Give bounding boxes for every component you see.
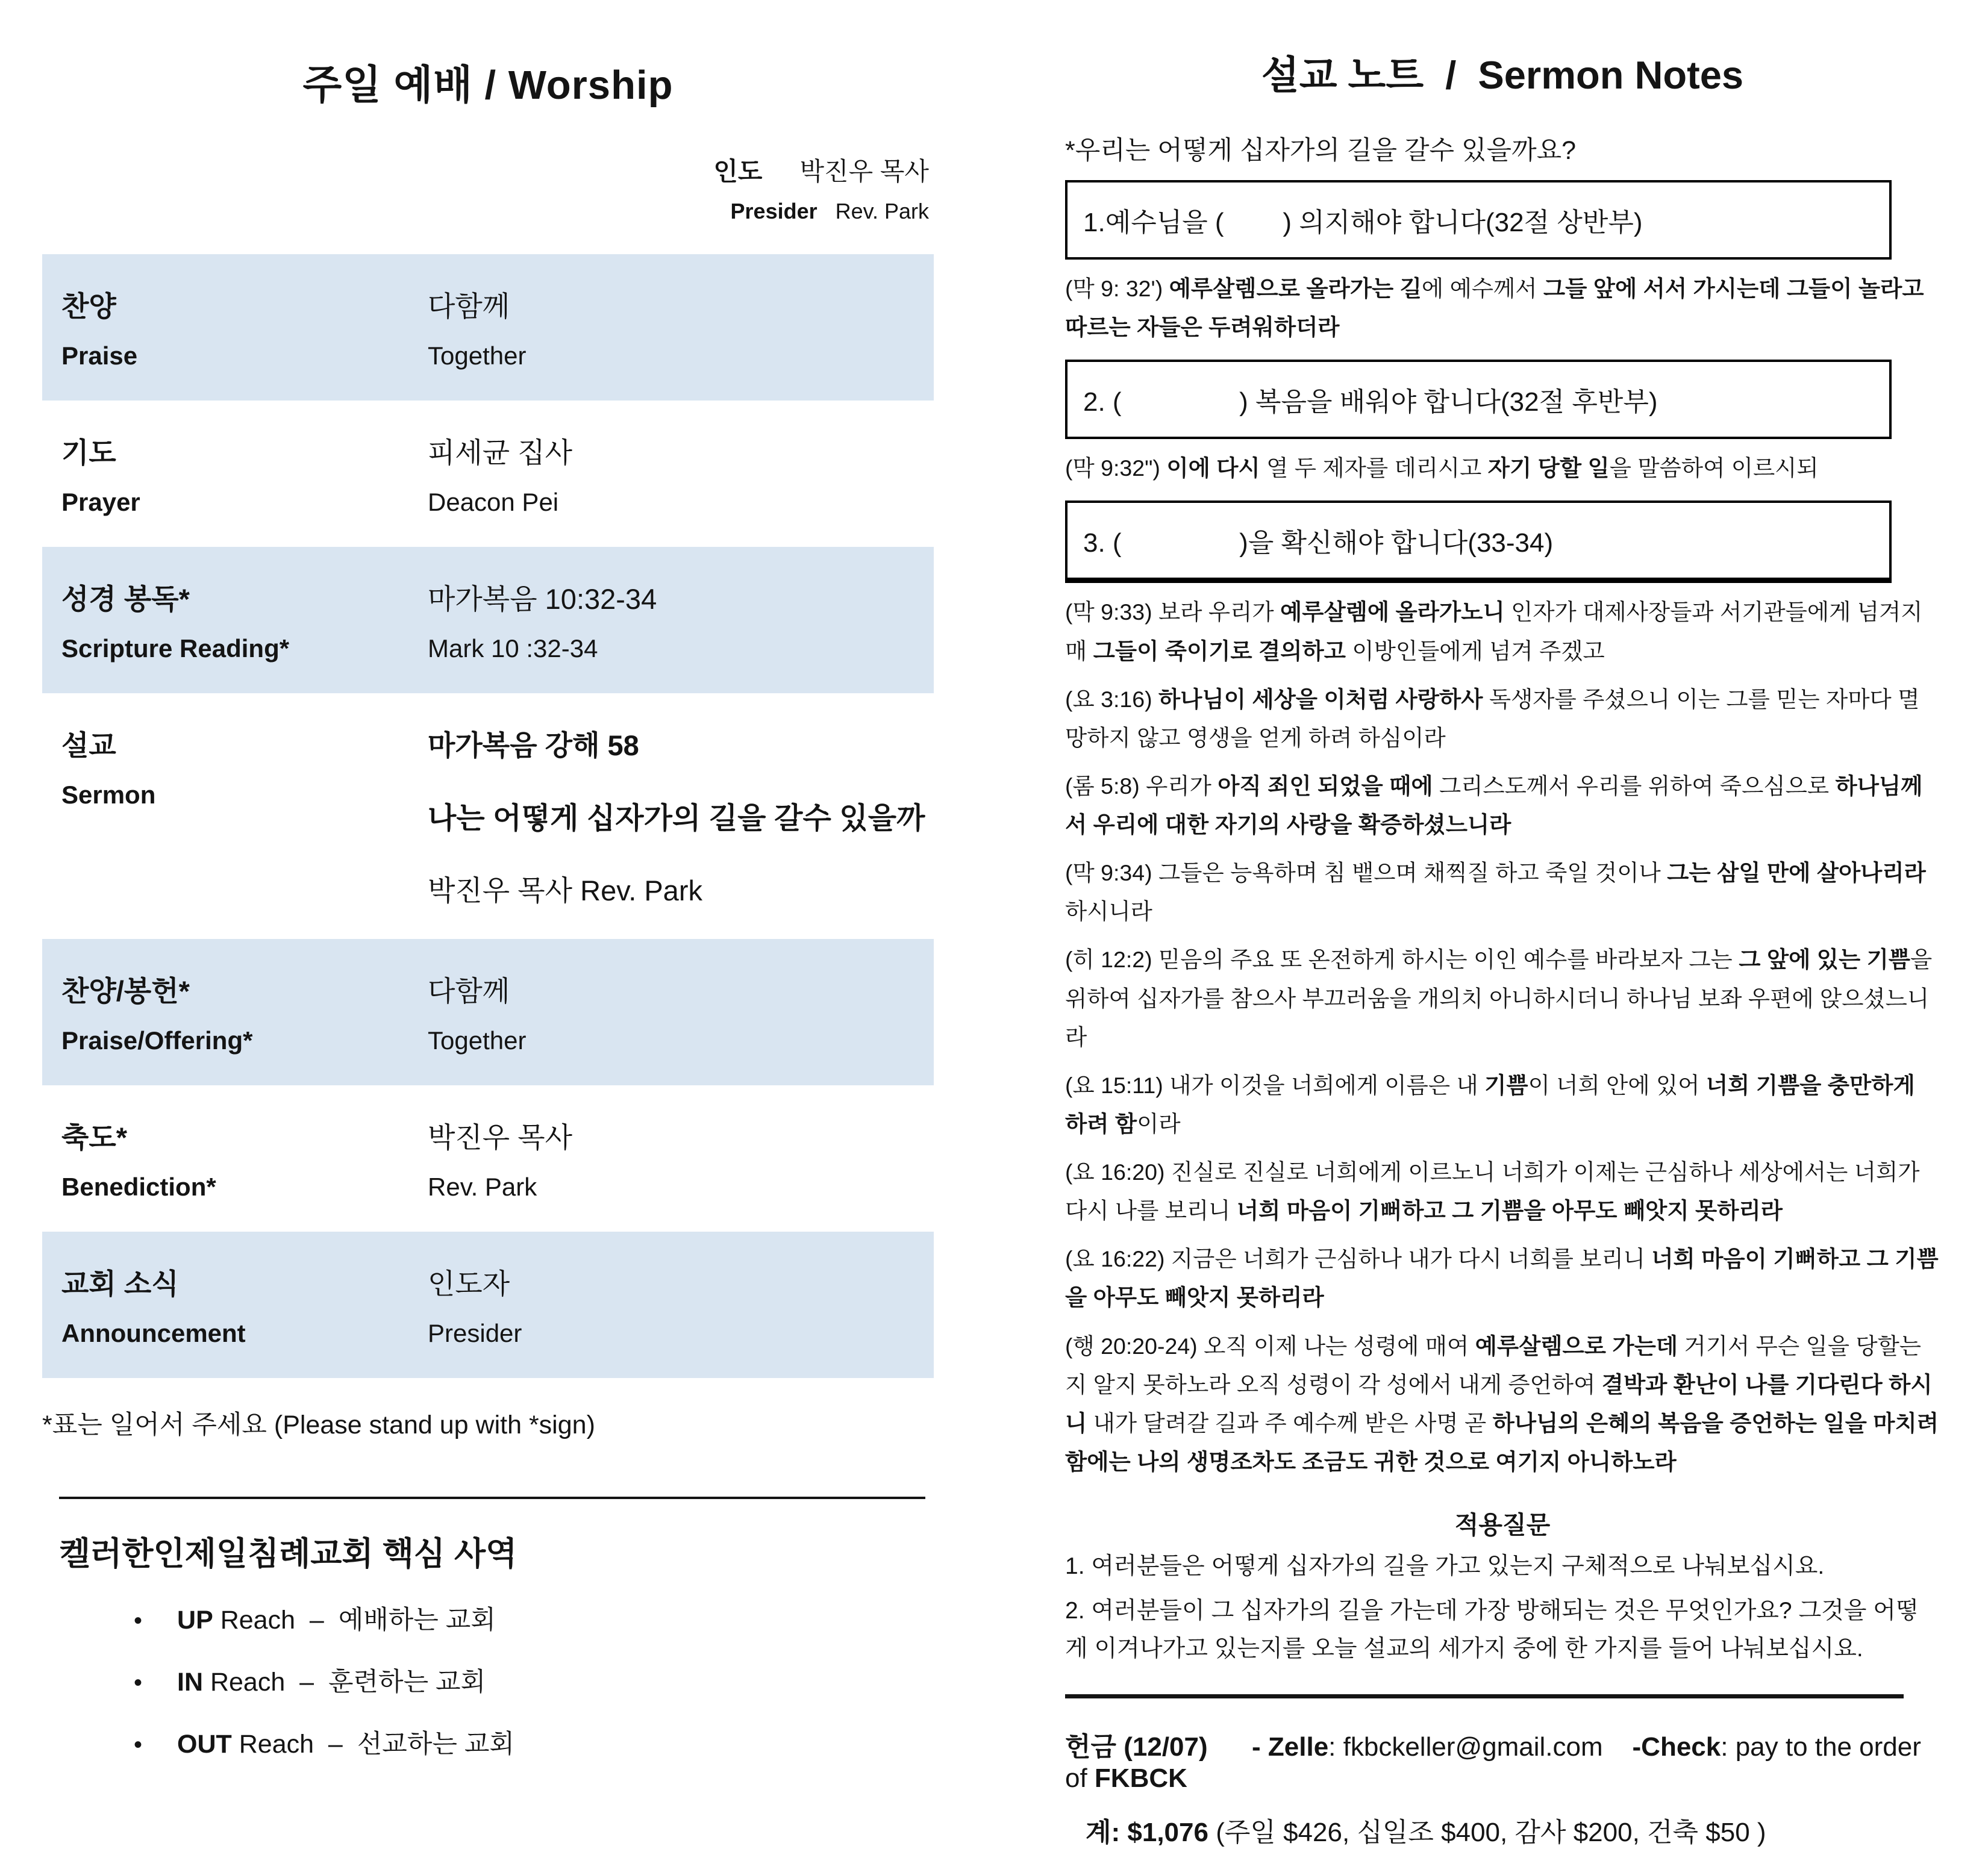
fill-in-box-1: 1.예수님을 ( ) 의지해야 합니다(32절 상반부) bbox=[1065, 180, 1892, 260]
verse-paragraph: (히 12:2) 믿음의 주요 또 온전하게 하시는 이인 예수를 바라보자 그는 그 앞에 있는 기쁨을 위하여 십자가를 참으사 부끄러움을 개의치 아니하시더니 하나님 보좌 우편에 앉으셨느니라 bbox=[1065, 947, 1933, 1050]
ministry-item-text: OUT Reach – 선교하는 교회 bbox=[177, 1730, 514, 1759]
verse-paragraph: (막 9:32") 이에 다시 열 두 제자를 데리시고 자기 당할 일을 말씀하여 이르시되 bbox=[1065, 455, 1819, 481]
ministry-item-text: IN Reach – 훈련하는 교회 bbox=[177, 1668, 486, 1697]
fill-in-box-2: 2. ( ) 복음을 배워야 합니다(32절 후반부) bbox=[1065, 360, 1892, 439]
row-label-en: Prayer bbox=[61, 488, 140, 516]
sermon-main-question: *우리는 어떻게 십자가의 길을 갈수 있을까요? bbox=[1065, 136, 1577, 165]
ministry-list bbox=[134, 1600, 934, 1760]
bullet-icon: • bbox=[134, 1607, 143, 1634]
row-label-ko: 설교 bbox=[61, 729, 116, 761]
row-value: 박진우 목사 bbox=[428, 1121, 573, 1153]
verse-paragraph: (요 16:20) 진실로 진실로 너희에게 이르노니 너희가 이제는 근심하나 세상에서는 너희가 다시 나를 보리니 너희 마음이 기뻐하고 그 기쁨을 아무도 빼앗지 못하리라 bbox=[1065, 1159, 1920, 1224]
row-value: Presider bbox=[428, 1319, 522, 1347]
ministry-item-text: UP Reach – 예배하는 교회 bbox=[177, 1606, 496, 1635]
row-label-ko: 교회 소식 bbox=[61, 1268, 179, 1300]
application-question: 1. 여러분들은 어떻게 십자가의 길을 가고 있는지 구체적으로 나눠보십시요. bbox=[1065, 1553, 1825, 1579]
row-label-ko: 기도 bbox=[61, 437, 116, 469]
offering-info-line: 헌금 (12/07) - Zelle: fkbckeller@gmail.com -Check: pay to the order of FKBCK bbox=[1065, 1732, 1929, 1794]
presider-name-ko: 박진우 목사 bbox=[799, 157, 929, 186]
list-item bbox=[134, 1662, 934, 1698]
application-question: 2. 여러분들이 그 십자가의 길을 가는데 가장 방해되는 것은 무엇인가요? 그것을 어떻게 이겨나가고 있는지를 오늘 설교의 세가지 중에 한 가지를 들어 나눠보십시요. bbox=[1065, 1598, 1919, 1662]
table-row-announcement bbox=[42, 1232, 934, 1378]
row-label-en: Benediction* bbox=[61, 1173, 216, 1201]
row-label-ko: 축도* bbox=[61, 1121, 128, 1153]
row-label-en: Announcement bbox=[61, 1319, 246, 1347]
row-value: Mark 10 :32-34 bbox=[428, 634, 598, 663]
verse-paragraph: (요 15:11) 내가 이것을 너희에게 이름은 내 기쁨이 너희 안에 있어 너희 기쁨을 충만하게 하려 함이라 bbox=[1065, 1072, 1915, 1137]
presider-line-ko bbox=[42, 152, 929, 188]
sermon-preacher: 박진우 목사 Rev. Park bbox=[428, 875, 702, 906]
presider-label-ko: 인도 bbox=[713, 157, 763, 186]
bullet-icon: • bbox=[134, 1670, 143, 1696]
table-row-praise-offering bbox=[42, 939, 934, 1085]
row-label-ko: 찬양 bbox=[61, 290, 116, 322]
presider-line-en bbox=[42, 199, 929, 224]
left-divider bbox=[59, 1497, 925, 1499]
worship-order-table bbox=[42, 254, 934, 1378]
row-value: 다함께 bbox=[428, 975, 510, 1007]
row-value: 인도자 bbox=[428, 1268, 510, 1300]
verse-paragraph: (막 9: 32') 예루살렘으로 올라가는 길에 예수께서 그들 앞에 서서 가시는데 그들이 놀라고 따르는 자들은 두려워하더라 bbox=[1065, 276, 1924, 340]
bullet-icon: • bbox=[134, 1732, 143, 1758]
stand-up-note: *표는 일어서 주세요 (Please stand up with *sign) bbox=[42, 1411, 595, 1439]
table-row-sermon bbox=[42, 693, 934, 939]
presider-label-en: Presider bbox=[730, 199, 817, 223]
application-questions-title: 적용질문 bbox=[1454, 1511, 1551, 1539]
row-value: 피세균 집사 bbox=[428, 437, 573, 469]
row-value: Together bbox=[428, 1026, 527, 1055]
worship-title: 주일 예배 / Worship bbox=[302, 63, 674, 108]
presider-block bbox=[42, 152, 934, 224]
row-value: Rev. Park bbox=[428, 1173, 537, 1201]
table-row-benediction bbox=[42, 1085, 934, 1232]
list-item bbox=[134, 1600, 934, 1636]
row-label-en: Sermon bbox=[61, 781, 156, 809]
row-label-ko: 찬양/봉헌* bbox=[61, 975, 190, 1007]
sermon-notes-panel bbox=[1065, 0, 1940, 1849]
row-value: 다함께 bbox=[428, 290, 510, 322]
application-questions-list bbox=[1065, 1548, 1940, 1668]
presider-name-en: Rev. Park bbox=[835, 199, 929, 223]
verse-paragraph: (막 9:34) 그들은 능욕하며 침 뱉으며 채찍질 하고 죽일 것이나 그는 삼일 만에 살아나리라 하시니라 bbox=[1065, 860, 1926, 924]
verse-paragraph: (행 20:20-24) 오직 이제 나는 성령에 매여 예루살렘으로 가는데 거기서 무슨 일을 당할는지 알지 못하노라 오직 성령이 각 성에서 내게 증언하여 결박과 환난이 나를 기다린다 하시니 내가 달려갈 길과 주 예수께 받은 사명 곧 하나님의 은혜의 복음을 증언하는 일을 마치려 함에는 나의 생명조차도 조금도 귀한 것으로 여기지 아니하노라 bbox=[1065, 1333, 1939, 1474]
table-row-praise bbox=[42, 254, 934, 401]
row-label-ko: 성경 봉독* bbox=[61, 583, 190, 615]
table-row-prayer bbox=[42, 401, 934, 547]
table-row-scripture bbox=[42, 547, 934, 693]
verse-paragraph: (롬 5:8) 우리가 아직 죄인 되었을 때에 그리스도께서 우리를 위하여 죽으심으로 하나님께서 우리에 대한 자기의 사랑을 확증하셨느니라 bbox=[1065, 773, 1923, 837]
sermon-series: 마가복음 강해 58 bbox=[428, 729, 639, 761]
sermon-title-text: 나는 어떻게 십자가의 길을 갈수 있을까 bbox=[428, 802, 925, 835]
verse-paragraph: (막 9:33) 보라 우리가 예루살렘에 올라가노니 인자가 대제사장들과 서기관들에게 넘겨지매 그들이 죽이기로 결의하고 이방인들에게 넘겨 주겠고 bbox=[1065, 599, 1923, 664]
list-item bbox=[134, 1724, 934, 1760]
worship-panel bbox=[42, 0, 934, 1760]
row-value: 마가복음 10:32-34 bbox=[428, 583, 657, 615]
row-label-en: Praise/Offering* bbox=[61, 1026, 253, 1055]
row-value: Together bbox=[428, 341, 527, 370]
right-divider bbox=[1065, 1694, 1904, 1698]
fill-in-box-3: 3. ( )을 확신해야 합니다(33-34) bbox=[1065, 500, 1892, 583]
row-label-en: Scripture Reading* bbox=[61, 634, 290, 663]
row-value: Deacon Pei bbox=[428, 488, 559, 516]
verse-paragraph: (요 16:22) 지금은 너희가 근심하나 내가 다시 너희를 보리니 너희 마음이 기뻐하고 그 기쁨을 아무도 빼앗지 못하리라 bbox=[1065, 1246, 1939, 1311]
verse-paragraph: (요 3:16) 하나님이 세상을 이처럼 사랑하사 독생자를 주셨으니 이는 그를 믿는 자마다 멸망하지 않고 영생을 얻게 하려 하심이라 bbox=[1065, 686, 1920, 750]
sermon-notes-title: 설교 노트 / Sermon Notes bbox=[1261, 53, 1744, 97]
offering-total-line: 계: $1,076 (주일 $426, 십일조 $400, 감사 $200, 건축 $50 ) bbox=[1086, 1818, 1766, 1848]
ministry-title: 켈러한인제일침례교회 핵심 사역 bbox=[59, 1536, 517, 1572]
row-label-en: Praise bbox=[61, 341, 138, 370]
